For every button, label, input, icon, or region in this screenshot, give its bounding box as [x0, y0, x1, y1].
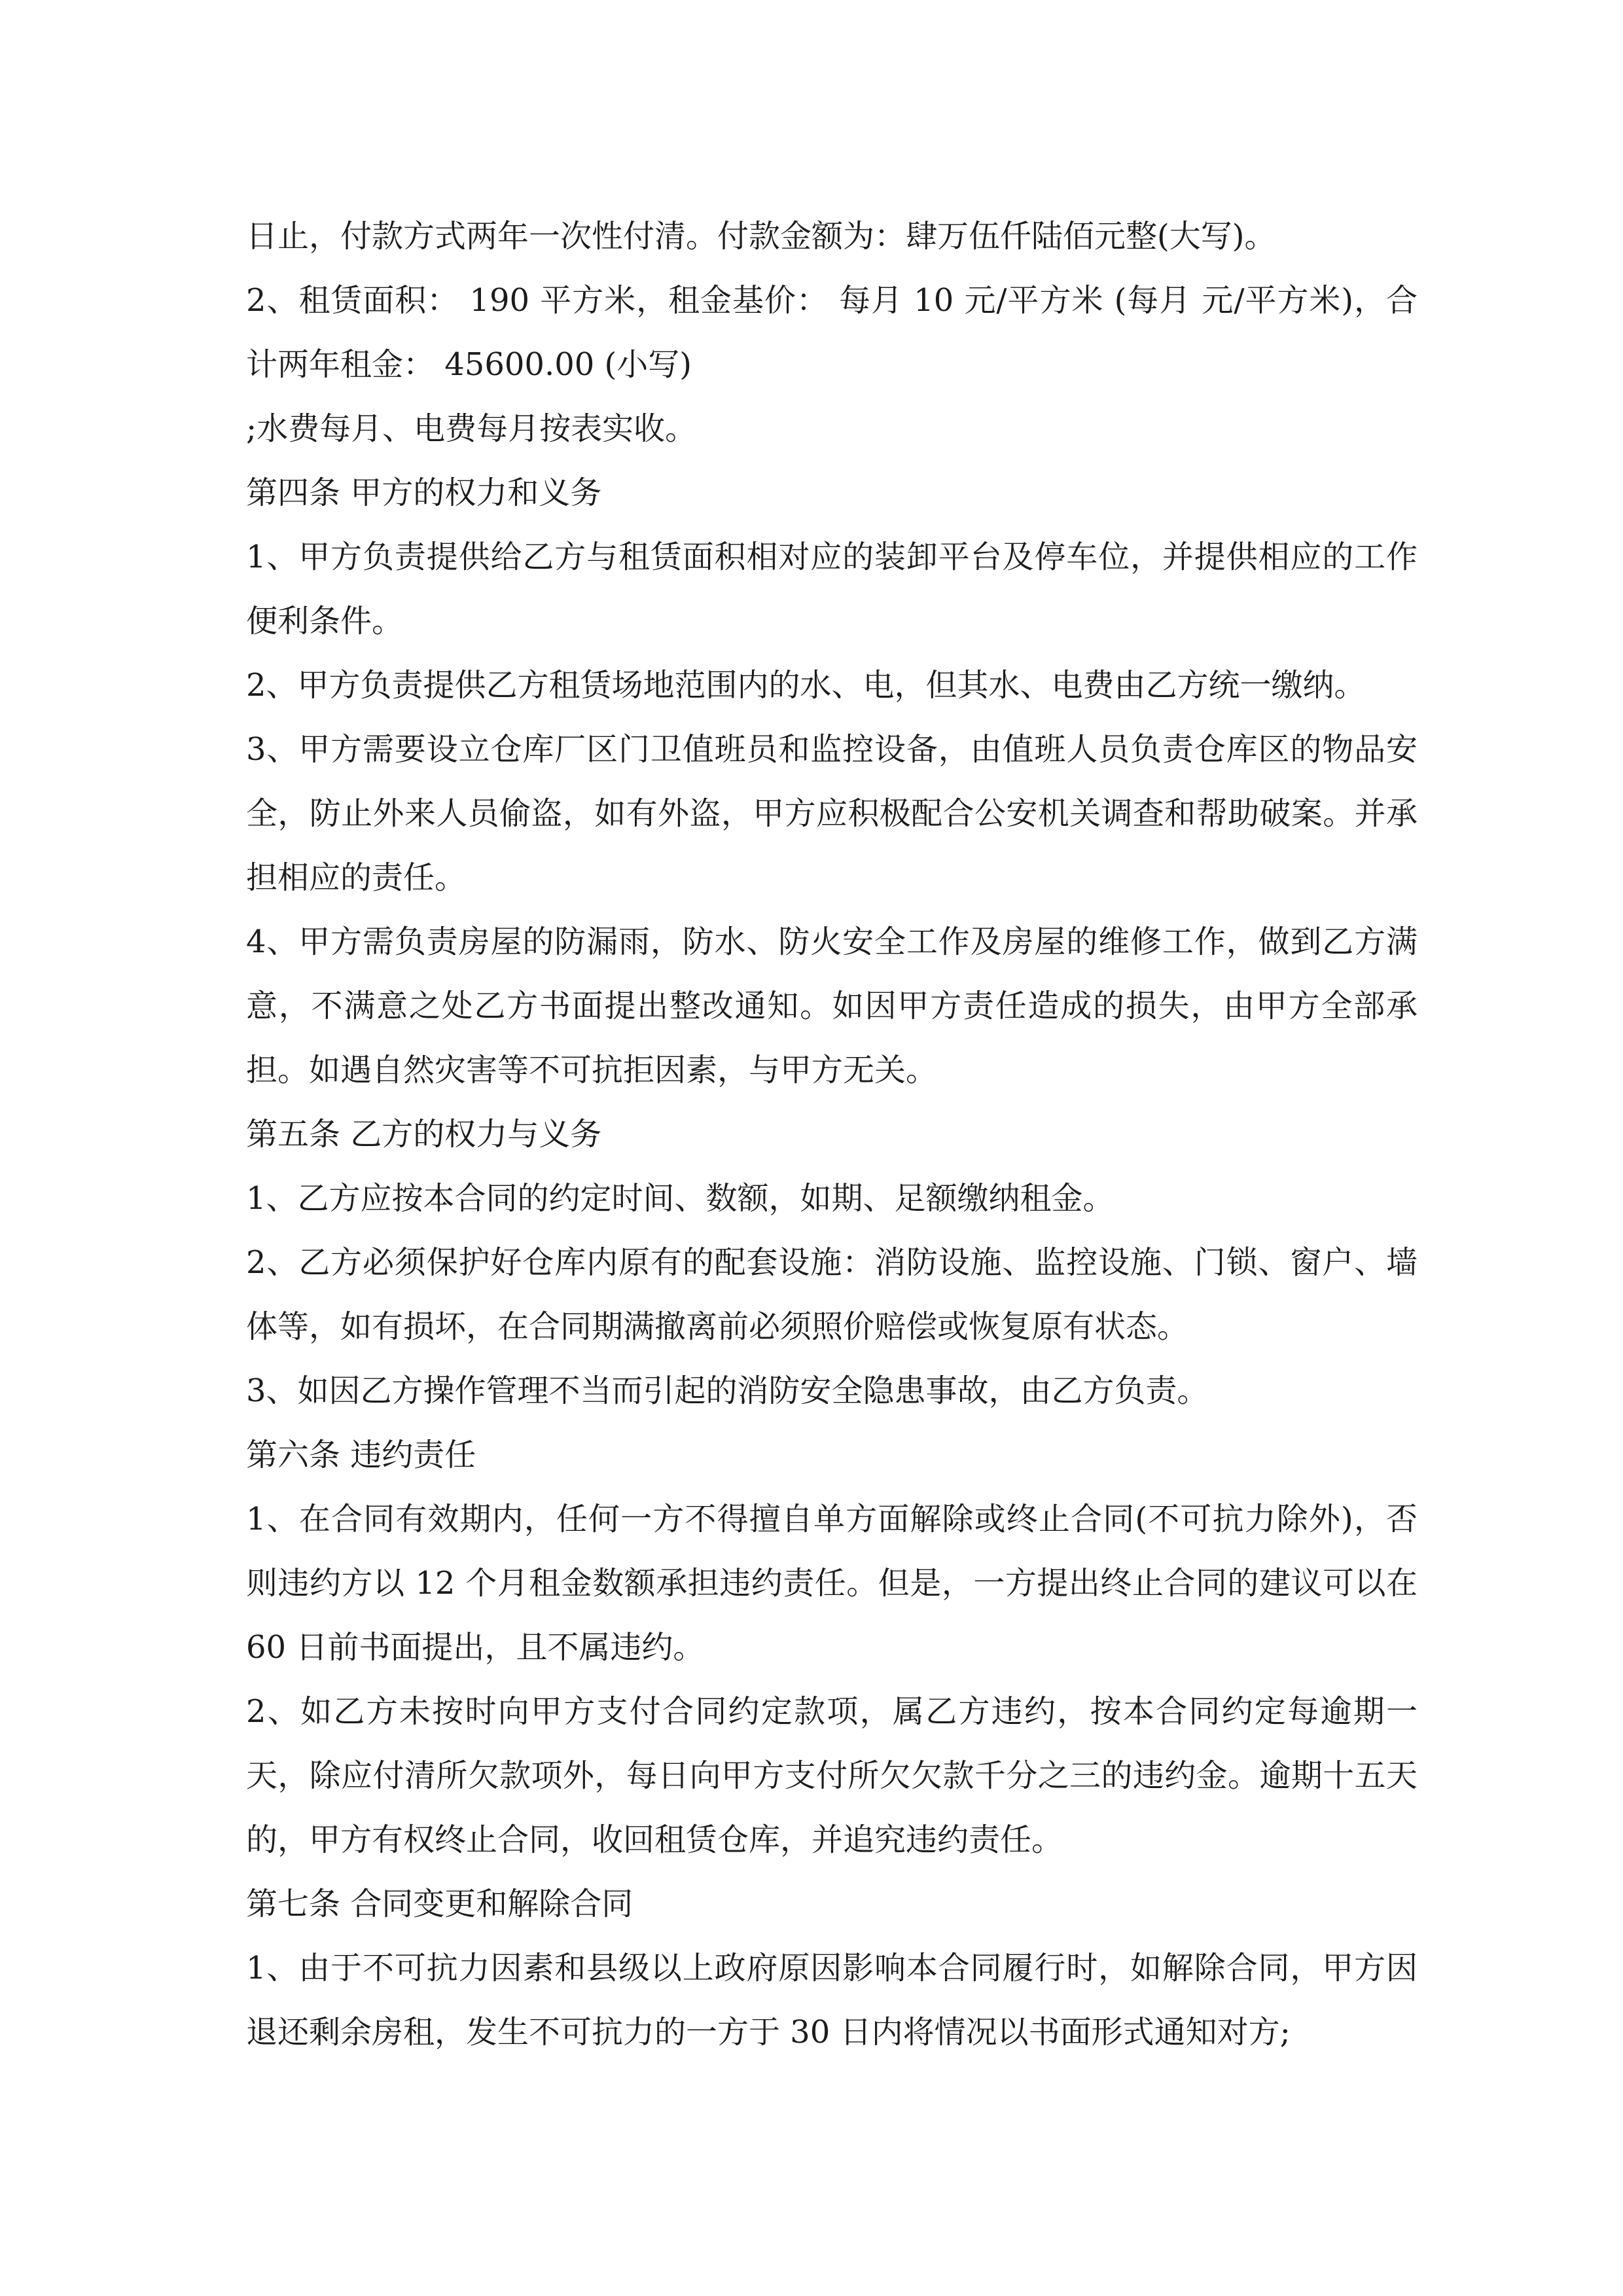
paragraph-article-5-item-1: 1、乙方应按本合同的约定时间、数额，如期、足额缴纳租金。	[246, 1180, 1115, 1217]
paragraph-article-5-item-3: 3、如因乙方操作管理不当而引起的消防安全隐患事故，由乙方负责。	[246, 1372, 1209, 1409]
paragraph-article-5-item-2: 2、乙方必须保护好仓库内原有的配套设施：消防设施、监控设施、门锁、窗户、墙体等，如有损坏，在合同期满撤离前必须照价赔偿或恢复原有状态。	[246, 1244, 1418, 1345]
paragraph-payment-terms: 日止，付款方式两年一次性付清。付款金额为：肆万伍仟陆佰元整(大写)。	[246, 218, 1276, 255]
paragraph-lease-area: 2、租赁面积： 190 平方米，租金基价： 每月 10 元/平方米 (每月 元/平方米)，合计两年租金： 45600.00 (小写)	[246, 282, 1418, 383]
paragraph-article-6-item-2: 2、如乙方未按时向甲方支付合同约定款项，属乙方违约，按本合同约定每逾期一天，除应付清所欠款项外，每日向甲方支付所欠欠款千分之三的违约金。逾期十五天的，甲方有权终止合同，收回租赁仓库，并追究违约责任。	[246, 1693, 1418, 1858]
paragraph-article-4-item-3: 3、甲方需要设立仓库厂区门卫值班员和监控设备，由值班人员负责仓库区的物品安全，防止外来人员偷盗，如有外盗，甲方应积极配合公安机关调查和帮助破案。并承担相应的责任。	[246, 731, 1418, 896]
section-heading-article-4: 第四条 甲方的权力和义务	[246, 475, 602, 511]
section-heading-article-5: 第五条 乙方的权力与义务	[246, 1116, 602, 1153]
paragraph-article-4-item-1: 1、甲方负责提供给乙方与租赁面积相对应的装卸平台及停车位，并提供相应的工作便利条件。	[246, 539, 1418, 639]
paragraph-article-7-item-1: 1、由于不可抗力因素和县级以上政府原因影响本合同履行时，如解除合同，甲方因退还剩余房租，发生不可抗力的一方于 30 日内将情况以书面形式通知对方;	[246, 1950, 1418, 2051]
paragraph-utilities: ;水费每月、电费每月按表实收。	[246, 410, 697, 447]
document-body	[246, 204, 1418, 2064]
section-heading-article-6: 第六条 违约责任	[246, 1437, 476, 1473]
section-heading-article-7: 第七条 合同变更和解除合同	[246, 1886, 633, 1922]
paragraph-article-6-item-1: 1、在合同有效期内，任何一方不得擅自单方面解除或终止合同(不可抗力除外)，否则违约方以 12 个月租金数额承担违约责任。但是，一方提出终止合同的建议可以在 60 日前书面提出，且不属违约。	[246, 1501, 1418, 1666]
paragraph-article-4-item-4: 4、甲方需负责房屋的防漏雨，防水、防火安全工作及房屋的维修工作，做到乙方满意，不满意之处乙方书面提出整改通知。如因甲方责任造成的损失，由甲方全部承担。如遇自然灾害等不可抗拒因素，与甲方无关。	[246, 924, 1418, 1088]
paragraph-article-4-item-2: 2、甲方负责提供乙方租赁场地范围内的水、电，但其水、电费由乙方统一缴纳。	[246, 667, 1366, 704]
